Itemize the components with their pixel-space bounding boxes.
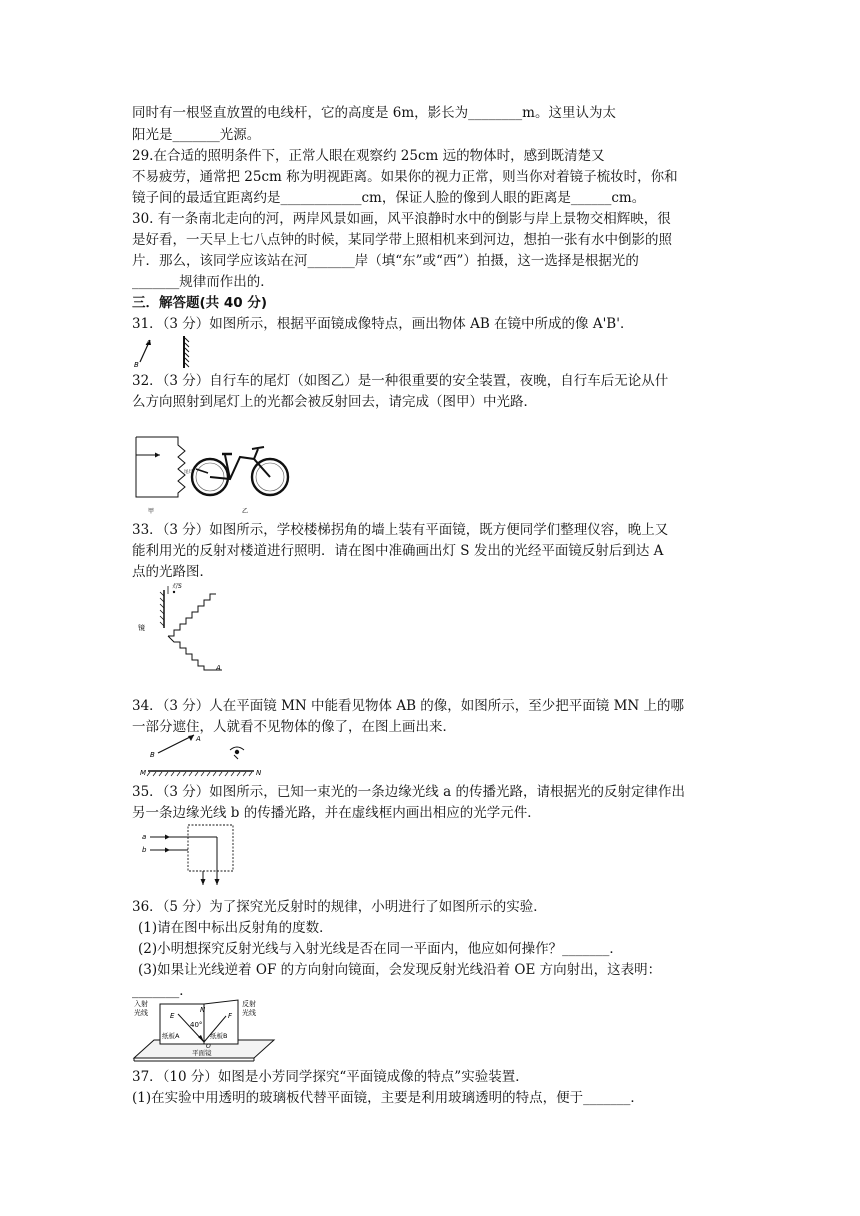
question-31: 31．（3 分）如图所示，根据平面镜成像特点，画出物体 AB 在镜中所成的像 A'B'．	[132, 316, 634, 332]
text-line: 能利用光的反射对楼道进行照明．请在图中准确画出灯 S 发出的光经平面镜反射后到达 A	[132, 543, 664, 559]
label-a: A	[196, 735, 201, 743]
text-line: 同时有一根竖直放置的电线杆，它的高度是 6m，影长为________m。这里认为太	[132, 105, 616, 121]
label-a: A	[146, 339, 151, 347]
text-line: (3)如果让光线逆着 OF 的方向射向镜面，会发现反射光线沿着 OE 方向射出，这表明：	[138, 962, 662, 978]
label-lamp: 灯S	[172, 583, 182, 590]
figure-33	[130, 580, 240, 676]
bicycle-image	[192, 447, 288, 495]
text-line: 一部分遮住，人就看不见物体的像了，在图上画出来．	[132, 719, 456, 735]
text-line: 片．那么，该同学应该站在河_______岸（填“东”或“西”）拍摄，这一选择是根据光的	[132, 253, 639, 269]
label-b: B	[134, 361, 139, 369]
label-incident-2: 光线	[134, 1009, 148, 1017]
question-36: 36．（5 分）为了探究光反射时的规律，小明进行了如图所示的实验．	[132, 899, 547, 915]
question-32: 32．（3 分）自行车的尾灯（如图乙）是一种很重要的安全装置，夜晚，自行车后无论从什	[132, 373, 669, 389]
text-line: 另一条边缘光线 b 的传播光路，并在虚线框内画出相应的光学元件．	[132, 805, 541, 821]
eye-icon	[230, 747, 244, 759]
label-jia: 甲	[148, 508, 155, 515]
text-line: 镜子间的最适宜距离约是____________cm，保证人脸的像到人眼的距离是______cm。	[132, 190, 646, 206]
label-a: a	[142, 833, 147, 841]
label-b: B	[150, 751, 155, 759]
text-line: (2)小明想探究反射光线与入射光线是否在同一平面内，他应如何操作？_______．	[138, 941, 623, 957]
dashed-box	[188, 825, 233, 871]
figure-31	[130, 334, 200, 370]
text-line: 阳光是_______光源。	[132, 127, 261, 143]
label-board-a: 纸板A	[162, 1032, 180, 1040]
text-line: 么方向照射到尾灯上的光都会被反射回去，请完成（图甲）中光路．	[132, 394, 537, 410]
label-n: N	[256, 769, 262, 777]
label-f: F	[228, 1012, 233, 1020]
label-board-b: 纸板B	[210, 1032, 228, 1040]
label-b: b	[142, 846, 147, 854]
label-e: E	[170, 1012, 175, 1020]
label-mirror: 镜	[138, 624, 145, 632]
figure-35	[140, 823, 250, 889]
text-line: (1)请在图中标出反射角的度数．	[138, 920, 333, 936]
label-reflect: 反射	[242, 1000, 256, 1008]
label-o: O	[206, 1043, 211, 1050]
text-line: (1)在实验中用透明的玻璃板代替平面镜，主要是利用玻璃透明的特点，便于_______．	[132, 1090, 644, 1106]
label-reflect-2: 光线	[242, 1009, 256, 1017]
question-35: 35．（3 分）如图所示，已知一束光的一条边缘光线 a 的传播光路，请根据光的反射定律作出	[132, 784, 685, 800]
question-34: 34．（3 分）人在平面镜 MN 中能看见物体 AB 的像，如图所示，至少把平面镜 MN 上的哪	[132, 698, 684, 714]
question-33: 33．（3 分）如图所示，学校楼梯拐角的墙上装有平面镜，既方便同学们整理仪容，晚上又	[132, 522, 669, 538]
label-yi: 乙	[242, 508, 249, 515]
text-line: 点的光路图．	[132, 564, 213, 580]
label-n: N	[200, 1006, 206, 1014]
label-mirror: 平面镜	[192, 1049, 212, 1057]
question-29: 29.在合适的照明条件下，正常人眼在观察约 25cm 远的物体时，感到既清楚又	[132, 148, 605, 164]
question-30: 30. 有一条南北走向的河，两岸风景如画，风平浪静时水中的倒影与岸上景物交相辉映，很	[132, 211, 671, 227]
question-37: 37．（10 分）如图是小芳同学探究“平面镜成像的特点”实验装置．	[132, 1069, 529, 1085]
svg-text:尾灯: 尾灯	[184, 470, 193, 475]
text-line: _______规律而作出的．	[132, 274, 274, 290]
text-line: _______．	[132, 983, 193, 999]
label-a: A	[216, 664, 221, 672]
figure-32	[130, 433, 300, 515]
text-line: 是好看，一天早上七八点钟的时候，某同学带上照相机来到河边，想拍一张有水中倒影的照	[132, 232, 672, 248]
text-line: 不易疲劳，通常把 25cm 称为明视距离。如果你的视力正常，则当你对着镜子梳妆时，你和	[132, 169, 678, 185]
label-incident: 入射	[134, 1000, 148, 1008]
label-angle: 40°	[190, 1021, 203, 1029]
figure-36	[130, 996, 278, 1062]
section-heading: 三．解答题(共 40 分)	[132, 295, 268, 311]
label-m: M	[140, 769, 147, 777]
figure-34	[136, 733, 266, 779]
